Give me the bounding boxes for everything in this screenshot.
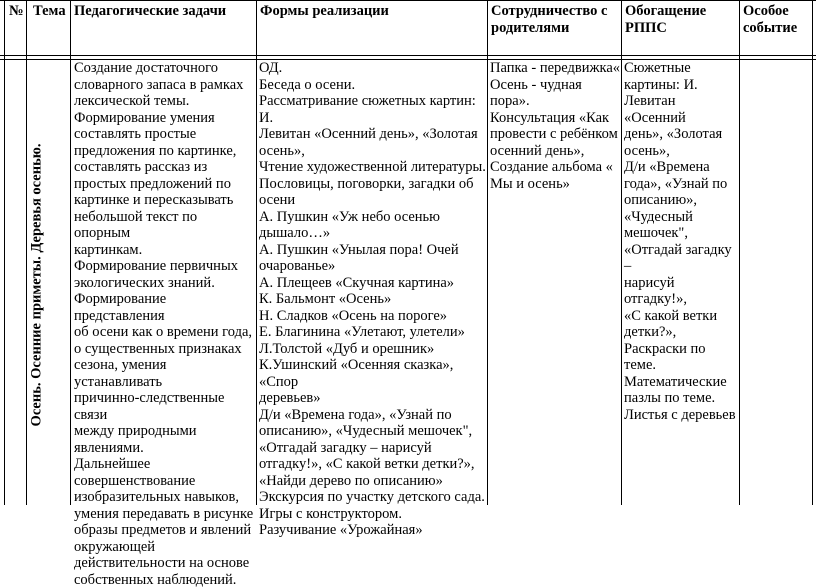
header-parents: Сотрудничество с родителями	[491, 3, 608, 36]
topic-text: Осень. Осенние приметы. Деревья осенью.	[28, 143, 45, 427]
topic-cell	[22, 70, 52, 500]
forms-cell: ОД. Беседа о осени. Рассматривание сюжетных картин: И. Левитан «Осенний день», «Золотая осень», Чтение художественной литературы. Пословицы, поговорки, загадки об осени А. Пушкин «Уж небо осенью дышало…» А. Пушкин «Унылая пора! Очей очарованье» А. Плещеев «Скучная картина» К. Бальмонт «Осень» Н. Сладков «Осень на пороге» Е. Благинина «Улетают, улетели» Л.Толстой «Дуб и орешник» К.Ушинский «Осенняя сказка», «Спор деревьев» Д/и «Времена года», «Узнай по описанию», «Чудесный мешочек", «Отгадай загадку – нарисуй отгадку!», «С какой ветки детки?», «Найди дерево по описанию» Экскурсия по участку детского сада. Игры с конструктором. Разучивание «Урожайная»	[259, 60, 486, 538]
header-number: №	[9, 3, 24, 19]
col-border-right	[812, 0, 813, 505]
header-environment: Обогащение РППС	[625, 3, 707, 36]
col-border-5	[621, 0, 622, 505]
header-forms: Формы реализации	[260, 3, 389, 19]
col-border-3	[256, 0, 257, 505]
header-bottom-border	[0, 55, 816, 56]
col-border-2	[70, 0, 71, 505]
header-pedagogical-tasks: Педагогические задачи	[74, 3, 227, 19]
header-special-event: Особое событие	[743, 3, 798, 36]
col-border-6	[739, 0, 740, 505]
environment-cell: Сюжетные картины: И. Левитан «Осенний день», «Золотая осень», Д/и «Времена года», «Узнай по описанию», «Чудесный мешочек", «Отгадай загадку – нарисуй отгадку!», «С какой ветки детки?», Раскраски по теме. Математические пазлы по теме. Листья с деревьев	[624, 60, 736, 423]
col-border-4	[487, 0, 488, 505]
table-top-border	[0, 0, 816, 1]
parents-cell: Папка - передвижка« Осень - чудная пора». Консультация «Как провести с ребёнком осенний день», Создание альбома « Мы и осень»	[490, 60, 621, 192]
col-border-left	[4, 0, 5, 505]
tasks-cell: Создание достаточного словарного запаса в рамках лексической темы. Формирование умения составлять простые предложения по картинке, составлять рассказ из простых предложений по картинке и пересказывать небольшой текст по опорным картинкам. Формирование первичных экологических знаний. Формирование представления об осени как о времени года, о существенных признаках сезона, умения устанавливать причинно-следственные связи между природными явлениями. Дальнейшее совершенствование изобразительных навыков, умения передавать в рисунке образы предметов и явлений окружающей действительности на основе собственных наблюдений.	[74, 60, 254, 588]
header-topic: Тема	[33, 3, 66, 19]
